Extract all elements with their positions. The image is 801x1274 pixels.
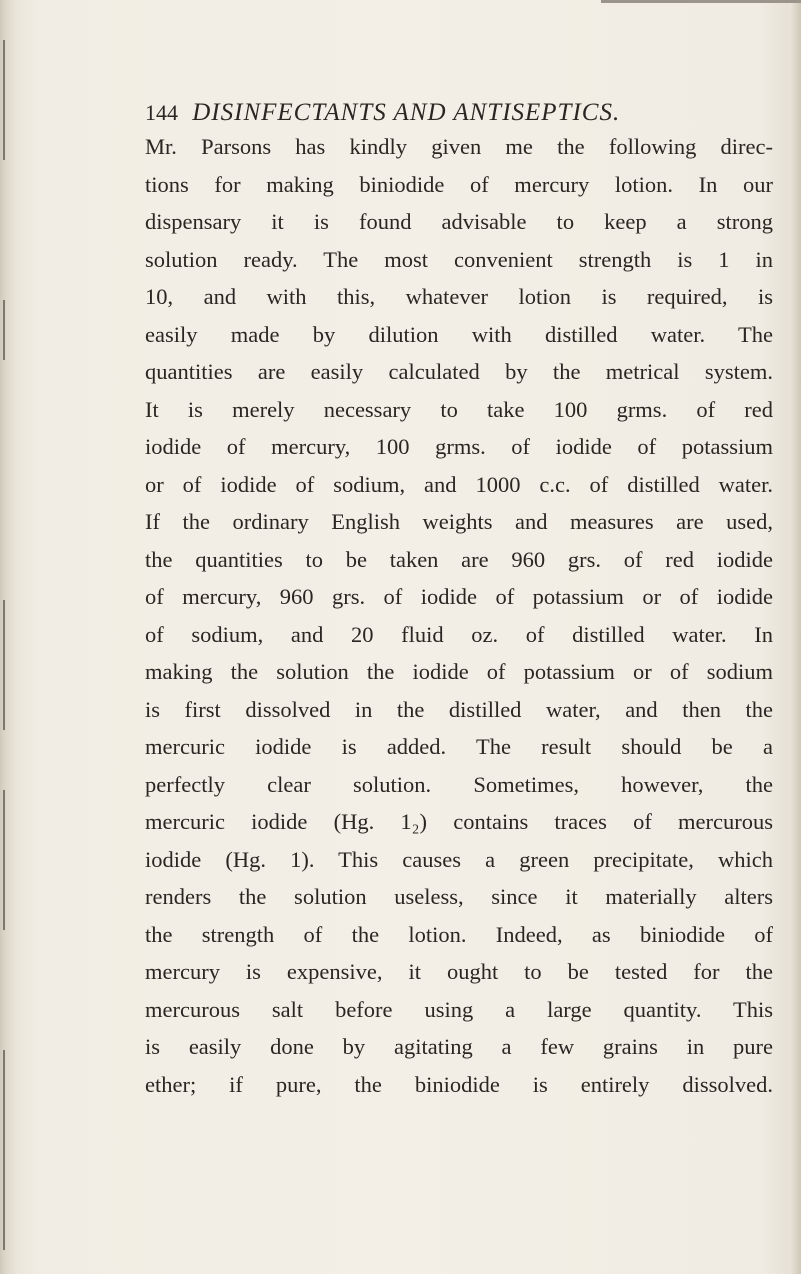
text-line: is first dissolved in the distilled water, and then the — [145, 696, 773, 722]
gutter-mark — [3, 300, 5, 360]
text-line: Mr. Parsons has kindly given me the following direc- — [145, 134, 773, 159]
text-line: mercuric iodide (Hg. 1₂) contains traces of mercurous — [145, 809, 773, 834]
text-line: of sodium, and 20 fluid oz. of distilled water. In — [145, 621, 773, 647]
text-line: solution ready. The most convenient strength is 1 in — [145, 246, 773, 272]
gutter-mark — [3, 40, 5, 160]
text-line: the quantities to be taken are 960 grs. of red iodide — [145, 546, 773, 572]
text-line: mercurous salt before using a large quantity. This — [145, 996, 773, 1022]
gutter-mark — [3, 600, 5, 730]
page-edge — [789, 0, 801, 1274]
text-line: or of iodide of sodium, and 1000 c.c. of distilled water. — [145, 471, 773, 497]
text-line: dispensary it is found advisable to keep a strong — [145, 209, 773, 234]
page-top-edge — [601, 0, 801, 3]
running-title: DISINFECTANTS AND ANTISEPTICS. — [192, 99, 621, 126]
page-number: 144 — [145, 100, 178, 125]
gutter-mark — [3, 790, 5, 930]
text-line: It is merely necessary to take 100 grms. of red — [145, 396, 773, 422]
text-line: is easily done by agitating a few grains in pure — [145, 1034, 773, 1059]
text-line: If the ordinary English weights and measures are used, — [145, 509, 773, 534]
running-header — [145, 97, 785, 129]
text-line: iodide of mercury, 100 grms. of iodide of potassium — [145, 434, 773, 459]
text-line: tions for making biniodide of mercury lotion. In our — [145, 171, 773, 197]
text-line: iodide (Hg. 1). This causes a green precipitate, which — [145, 846, 773, 872]
text-line: mercuric iodide is added. The result should be a — [145, 734, 773, 759]
body-paragraph — [145, 128, 773, 1103]
text-line: mercury is expensive, it ought to be tested for the — [145, 959, 773, 984]
text-line: of mercury, 960 grs. of iodide of potassium or of iodide — [145, 584, 773, 609]
text-line: quantities are easily calculated by the metrical system. — [145, 359, 773, 384]
gutter-mark — [3, 1050, 5, 1250]
page-gutter — [0, 0, 16, 1274]
text-line: ether; if pure, the biniodide is entirely dissolved. — [145, 1071, 773, 1097]
text-line: the strength of the lotion. Indeed, as biniodide of — [145, 921, 773, 947]
text-line: 10, and with this, whatever lotion is required, is — [145, 284, 773, 309]
text-line: renders the solution useless, since it materially alters — [145, 884, 773, 909]
text-line: making the solution the iodide of potassium or of sodium — [145, 659, 773, 684]
text-line: easily made by dilution with distilled water. The — [145, 321, 773, 347]
text-line: perfectly clear solution. Sometimes, however, the — [145, 771, 773, 797]
